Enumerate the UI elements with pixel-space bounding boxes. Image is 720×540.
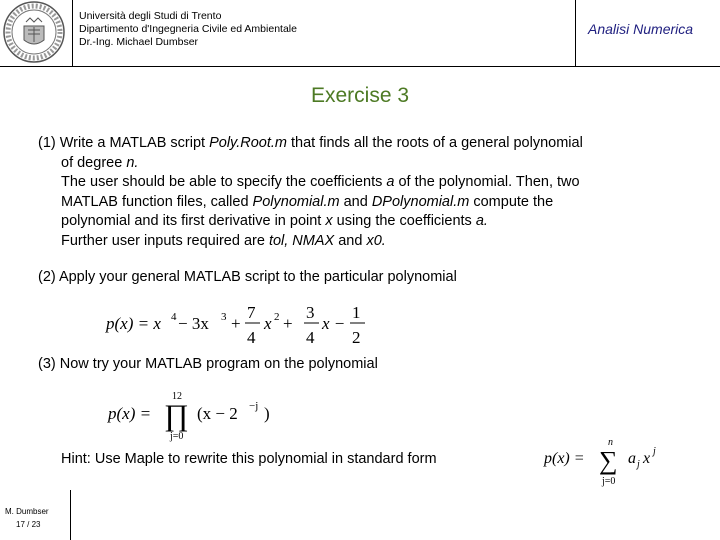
university-name: Università degli Studi di Trento (79, 10, 222, 22)
svg-text:12: 12 (172, 391, 182, 402)
course-title: Analisi Numerica (588, 21, 694, 37)
svg-text:x −: x − (322, 314, 346, 333)
svg-text:j: j (637, 459, 640, 470)
footer-divider (70, 490, 71, 540)
svg-text:2: 2 (274, 311, 280, 323)
svg-text:j: j (653, 446, 656, 457)
header-author: Dr.-Ing. Michael Dumbser (79, 36, 199, 48)
header-divider-right (575, 0, 576, 66)
task-2-paragraph: (2) Apply your general MATLAB script to the particular polynomial (38, 269, 457, 285)
svg-text:j=0: j=0 (170, 431, 184, 442)
task-1-line-5: polynomial and its first derivative in point x using the coefficients a. (61, 213, 488, 229)
svg-text:p(x) =: p(x) = (108, 404, 152, 423)
svg-text:∑: ∑ (599, 446, 618, 475)
svg-text:): ) (264, 404, 270, 423)
task-1-line-4: MATLAB function files, called Polynomial.m and DPolynomial.m compute the (61, 193, 554, 210)
svg-text:a: a (628, 450, 636, 467)
header-divider-horizontal (0, 66, 720, 67)
university-seal-logo (2, 0, 66, 64)
hint-text: Hint: Use Maple to rewrite this polynomial in standard form (61, 451, 437, 467)
svg-text:7: 7 (247, 303, 256, 322)
svg-text:n: n (608, 437, 613, 448)
svg-text:4: 4 (171, 311, 177, 323)
svg-text:1: 1 (352, 303, 361, 322)
svg-text:x: x (264, 314, 272, 333)
department-name: Dipartimento d'Ingegneria Civile ed Ambientale (79, 23, 297, 35)
task-1-paragraph (38, 134, 708, 251)
svg-text:p(x) =: p(x) = (544, 450, 585, 467)
svg-text:p(x) = x: p(x) = x (106, 314, 161, 333)
svg-text:2: 2 (352, 328, 361, 347)
header-divider-vertical (72, 0, 73, 66)
svg-text:3: 3 (306, 303, 315, 322)
slide-title: Exercise 3 (310, 84, 410, 107)
svg-text:4: 4 (306, 328, 315, 347)
task-1-line-2: of degree n. (61, 154, 139, 171)
svg-text:+: + (231, 314, 241, 333)
svg-text:x: x (643, 450, 651, 467)
polynomial-formula-1 (100, 298, 380, 348)
svg-text:∏: ∏ (164, 399, 189, 432)
svg-text:(x − 2: (x − 2 (197, 404, 238, 423)
task-1-line-6: Further user inputs required are tol, NMAX and x0. (61, 232, 386, 249)
task-3-paragraph: (3) Now try your MATLAB program on the polynomial (38, 356, 378, 372)
svg-text:3: 3 (221, 311, 227, 323)
task-1-line-3: The user should be able to specify the coefficients a of the polynomial. Then, two (61, 174, 580, 190)
footer-author: M. Dumbser (5, 507, 49, 516)
svg-text:− 3x: − 3x (178, 314, 209, 333)
svg-text:j=0: j=0 (602, 476, 616, 487)
svg-text:4: 4 (247, 328, 256, 347)
polynomial-formula-2 (104, 385, 284, 445)
task-1-line-1: (1) Write a MATLAB script Poly.Root.m that finds all the roots of a general polynomial (38, 135, 583, 151)
svg-text:+: + (283, 314, 293, 333)
standard-form-formula (540, 432, 670, 488)
page-number: 17 / 23 (16, 520, 41, 529)
svg-text:−j: −j (249, 400, 259, 412)
